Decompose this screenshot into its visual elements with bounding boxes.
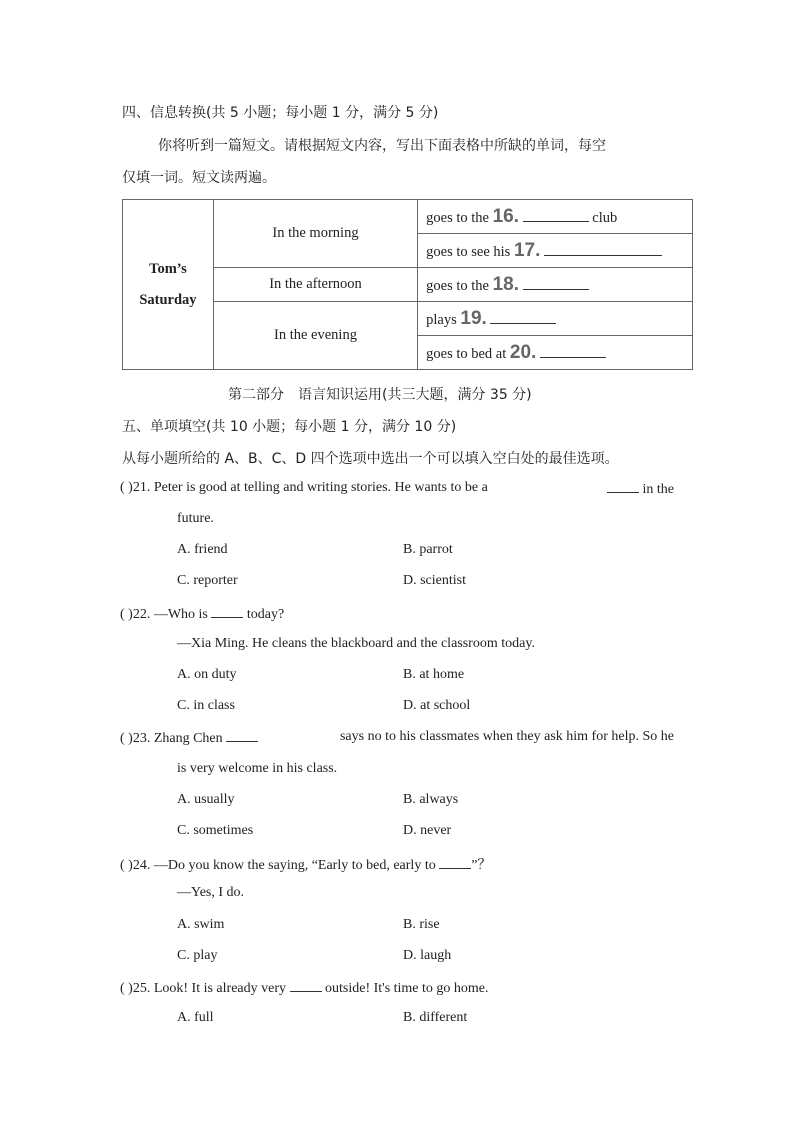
cell-morning: In the morning	[213, 200, 417, 268]
row16-after: club	[592, 209, 618, 226]
row20-text: goes to bed at	[426, 345, 507, 362]
table-title-cell	[123, 200, 214, 370]
cell-evening: In the evening	[213, 302, 417, 370]
question-21-stem	[120, 480, 674, 498]
question-22-stem	[120, 605, 284, 623]
cell-row-20	[418, 336, 693, 370]
cell-row-16	[418, 200, 693, 234]
blank-16-number: 16.	[492, 205, 520, 227]
row19-text: plays	[426, 311, 457, 328]
q22-option-b[interactable]: B. at home	[403, 667, 465, 682]
q24-stem-a: 24. —Do you know the saying, “Early to bed, early to	[132, 858, 436, 873]
blank-17[interactable]	[544, 243, 662, 256]
blank-19-number: 19.	[460, 307, 487, 329]
q22-stem-b: today?	[246, 607, 285, 622]
section5-instruction: 从每小题所给的 A、B、C、D 四个选项中选出一个可以填入空白处的最佳选项。	[122, 451, 619, 467]
q23-stem-c: is very welcome in his class.	[177, 761, 338, 776]
question-23-stem	[120, 729, 674, 747]
q21-stem-c: future.	[177, 511, 214, 526]
q23-option-d[interactable]: D. never	[403, 823, 452, 838]
q22-option-c[interactable]: C. in class	[177, 698, 235, 713]
q25-stem-b: outside! It's time to go home.	[325, 981, 489, 996]
q25-option-a[interactable]: A. full	[177, 1010, 214, 1025]
question-25-stem	[120, 979, 489, 997]
blank-19[interactable]	[490, 311, 556, 324]
q23-option-c[interactable]: C. sometimes	[177, 823, 254, 838]
q21-option-a[interactable]: A. friend	[177, 542, 228, 557]
row17-text: goes to see his	[426, 243, 511, 260]
blank-18[interactable]	[523, 277, 589, 290]
cell-row-19	[418, 302, 693, 336]
q25-blank	[290, 979, 322, 992]
q21-answer-paren[interactable]: ( )	[120, 480, 133, 495]
q24-option-d[interactable]: D. laugh	[403, 948, 452, 963]
cell-row-18	[418, 268, 693, 302]
q25-stem-a: 25. Look! It is already very	[132, 981, 287, 996]
table-title-line1: Tom’s	[149, 260, 187, 277]
q24-answer-paren[interactable]: ( )	[120, 858, 133, 873]
q24-option-a[interactable]: A. swim	[177, 917, 225, 932]
cell-row-17	[418, 234, 693, 268]
section5-heading: 五、单项填空(共 10 小题；每小题 1 分，满分 10 分)	[122, 419, 457, 435]
q23-blank	[226, 729, 258, 742]
blank-17-number: 17.	[513, 239, 541, 261]
question-24-stem	[120, 854, 491, 874]
row16-text: goes to the	[426, 209, 489, 226]
q22-stem-c: —Xia Ming. He cleans the blackboard and the classroom today.	[177, 636, 535, 651]
q23-option-a[interactable]: A. usually	[177, 792, 235, 807]
q22-answer-paren[interactable]: ( )	[120, 607, 133, 622]
blank-20-number: 20.	[509, 341, 537, 363]
q25-option-b[interactable]: B. different	[403, 1010, 468, 1025]
q23-stem-a: 23. Zhang Chen	[132, 731, 223, 746]
blank-18-number: 18.	[492, 273, 520, 295]
q21-blank	[607, 480, 639, 493]
q21-stem-a: 21. Peter is good at telling and writing stories. He wants to be a	[132, 480, 488, 495]
blank-20[interactable]	[540, 345, 606, 358]
blank-16[interactable]	[523, 209, 589, 222]
part2-heading: 第二部分 语言知识运用(共三大题，满分 35 分)	[228, 387, 532, 403]
section4-heading: 四、信息转换(共 5 小题；每小题 1 分，满分 5 分)	[122, 105, 439, 121]
q22-option-a[interactable]: A. on duty	[177, 667, 237, 682]
q22-blank	[211, 605, 243, 618]
q23-answer-paren[interactable]: ( )	[120, 731, 133, 746]
q22-stem-a: 22. —Who is	[132, 607, 208, 622]
q25-answer-paren[interactable]: ( )	[120, 981, 133, 996]
q24-blank	[439, 856, 471, 869]
q22-option-d[interactable]: D. at school	[403, 698, 471, 713]
q23-option-b[interactable]: B. always	[403, 792, 459, 807]
q21-option-b[interactable]: B. parrot	[403, 542, 453, 557]
q24-option-c[interactable]: C. play	[177, 948, 218, 963]
info-table	[122, 199, 693, 370]
cell-afternoon: In the afternoon	[213, 268, 417, 302]
q21-stem-b: in the	[642, 482, 674, 497]
table-title-line2: Saturday	[139, 291, 197, 308]
q21-option-c[interactable]: C. reporter	[177, 573, 238, 588]
q24-stem-b: ”？	[471, 858, 492, 873]
section4-instruction-line1: 你将听到一篇短文。请根据短文内容，写出下面表格中所缺的单词，每空	[158, 138, 606, 154]
q21-option-d[interactable]: D. scientist	[403, 573, 466, 588]
row18-text: goes to the	[426, 277, 489, 294]
q24-stem-c: —Yes, I do.	[177, 885, 245, 900]
section4-instruction-line2: 仅填一词。短文读两遍。	[122, 170, 276, 186]
q23-stem-b: says no to his classmates when they ask him for help. So he	[339, 729, 674, 744]
q24-option-b[interactable]: B. rise	[403, 917, 440, 932]
